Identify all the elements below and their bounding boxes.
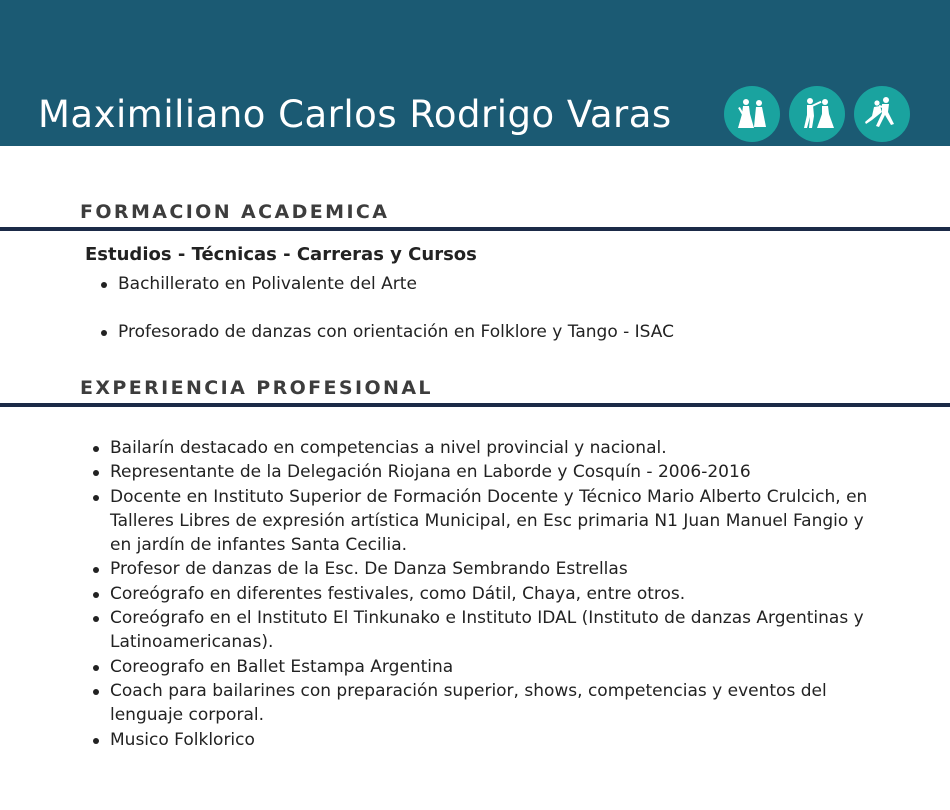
section-divider (0, 227, 950, 231)
education-list (118, 272, 878, 369)
header-banner (0, 0, 950, 146)
list-item: Docente en Instituto Superior de Formación Docente y Técnico Mario Alberto Crulcich, en Talleres Libres de expresión artística Municipal, en Esc primaria N1 Juan Manuel Fangio y en jardín de infantes Santa Cecilia. (110, 485, 890, 558)
dance-icons (724, 86, 910, 142)
couple-dancers-icon (789, 86, 845, 142)
section-divider (0, 403, 950, 407)
list-item: Musico Folklorico (110, 728, 890, 752)
list-item: Coreógrafo en diferentes festivales, como Dátil, Chaya, entre otros. (110, 582, 890, 606)
list-item: Representante de la Delegación Riojana en Laborde y Cosquín - 2006-2016 (110, 460, 890, 484)
experience-list (110, 436, 890, 752)
list-item: Coreografo en Ballet Estampa Argentina (110, 655, 890, 679)
list-item: Profesorado de danzas con orientación en Folklore y Tango - ISAC (118, 320, 878, 344)
list-item: Coach para bailarines con preparación superior, shows, competencias y eventos del lenguaje corporal. (110, 679, 890, 728)
tango-dancers-icon (854, 86, 910, 142)
list-item: Bachillerato en Polivalente del Arte (118, 272, 878, 296)
person-name: Maximiliano Carlos Rodrigo Varas (38, 93, 672, 136)
list-item: Profesor de danzas de la Esc. De Danza Sembrando Estrellas (110, 557, 890, 581)
education-section-title: FORMACION ACADEMICA (80, 201, 390, 223)
list-item: Coreógrafo en el Instituto El Tinkunako e Instituto IDAL (Instituto de danzas Argentinas y Latinoamericanas). (110, 606, 890, 655)
list-item: Bailarín destacado en competencias a nivel provincial y nacional. (110, 436, 890, 460)
experience-section-title: EXPERIENCIA PROFESIONAL (80, 377, 433, 399)
education-subtitle: Estudios - Técnicas - Carreras y Cursos (85, 244, 477, 265)
folklore-dancers-icon (724, 86, 780, 142)
